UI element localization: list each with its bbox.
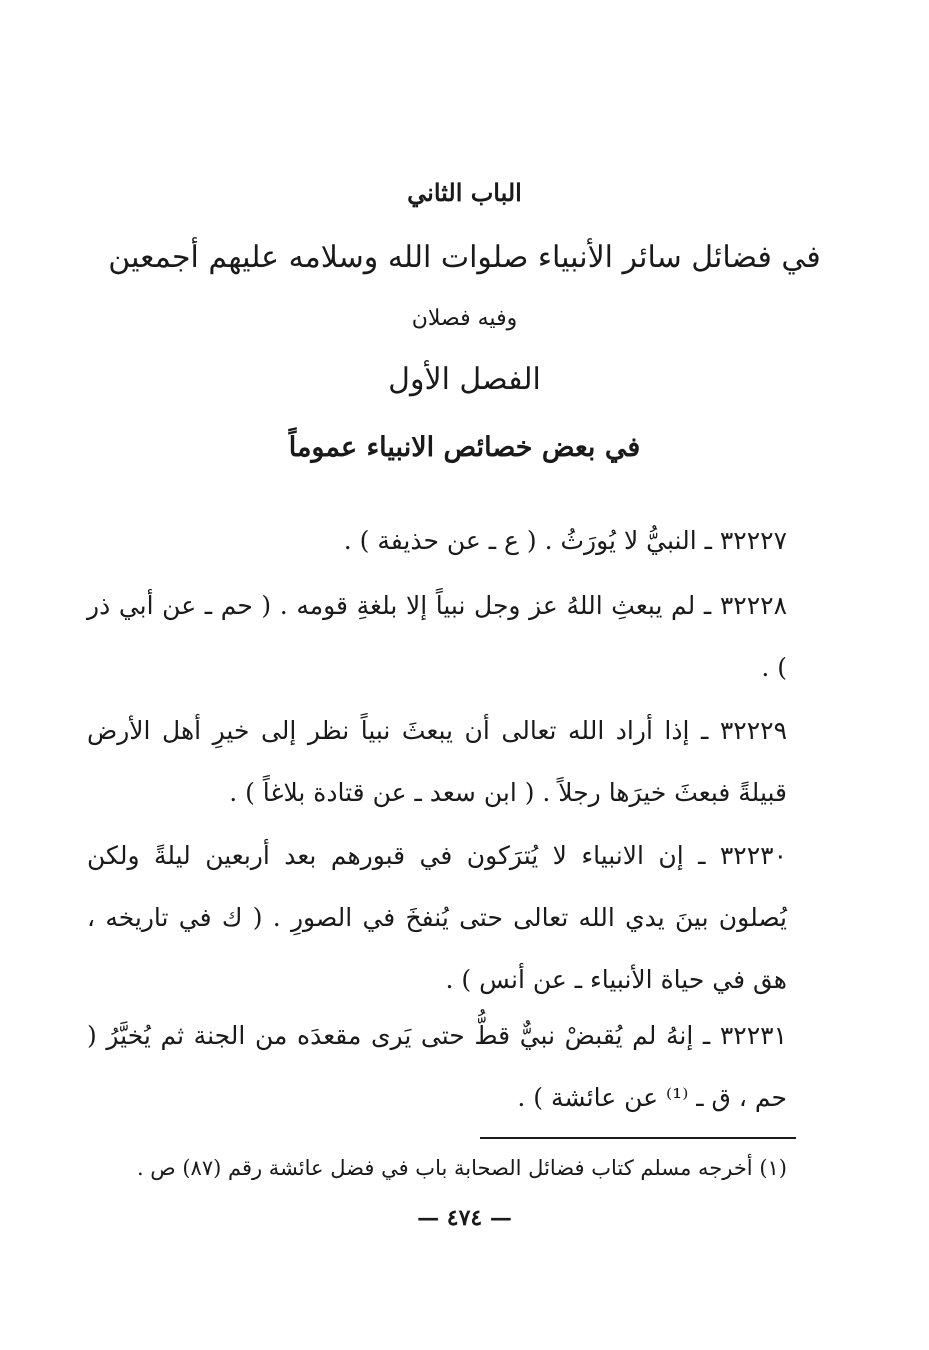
section-subtitle: في بعض خصائص الانبياء عموماً bbox=[288, 432, 641, 463]
section-title: الفصل الأول bbox=[388, 362, 541, 397]
hadith-32230: ٣٢٢٣٠ ـ إن الانبياء لا يُترَكون في قبورهم بعد أربعين ليلةً ولكن يُصلون بينَ يدي الله تعالى حتى يُنفخَ في الصورِ . ( ك في تاريخه ، هق في حياة الأنبياء ـ عن أنس ) . bbox=[87, 841, 787, 994]
footnote-divider bbox=[480, 1137, 796, 1139]
chapter-title: الباب الثاني bbox=[407, 178, 522, 207]
page-number: — ٤٧٤ — bbox=[417, 1205, 512, 1231]
chapter-note: وفيه فصلان bbox=[411, 306, 518, 331]
hadith-32229: ٣٢٢٢٩ ـ إذا أراد الله تعالى أن يبعثَ نبياً نظر إلى خيرِ أهل الأرض قبيلةً فبعثَ خيرَها رجلاً . ( ابن سعد ـ عن قتادة بلاغاً ) . bbox=[87, 716, 787, 807]
chapter-subtitle: في فضائل سائر الأنبياء صلوات الله وسلامه عليهم أجمعين bbox=[108, 240, 821, 275]
hadith-32231: ٣٢٢٣١ ـ إنهُ لم يُقبضْ نبيٌّ قطُّ حتى يَرى مقعدَه من الجنة ثم يُخيَّرُ ( حم ، ق ـ ⁽¹⁾ عن عائشة ) . bbox=[87, 1021, 787, 1112]
hadith-32228: ٣٢٢٢٨ ـ لم يبعثِ اللهُ عز وجل نبياً إلا بلغةِ قومه . ( حم ـ عن أبي ذر ) . bbox=[87, 591, 787, 682]
hadith-32227: ٣٢٢٢٧ ـ النبيُّ لا يُورَثُ . ( ع ـ عن حذيفة ) . bbox=[343, 526, 787, 555]
footnote: (١) أخرجه مسلم كتاب فضائل الصحابة باب في فضل عائشة رقم (٨٧) ص . bbox=[136, 1156, 787, 1180]
